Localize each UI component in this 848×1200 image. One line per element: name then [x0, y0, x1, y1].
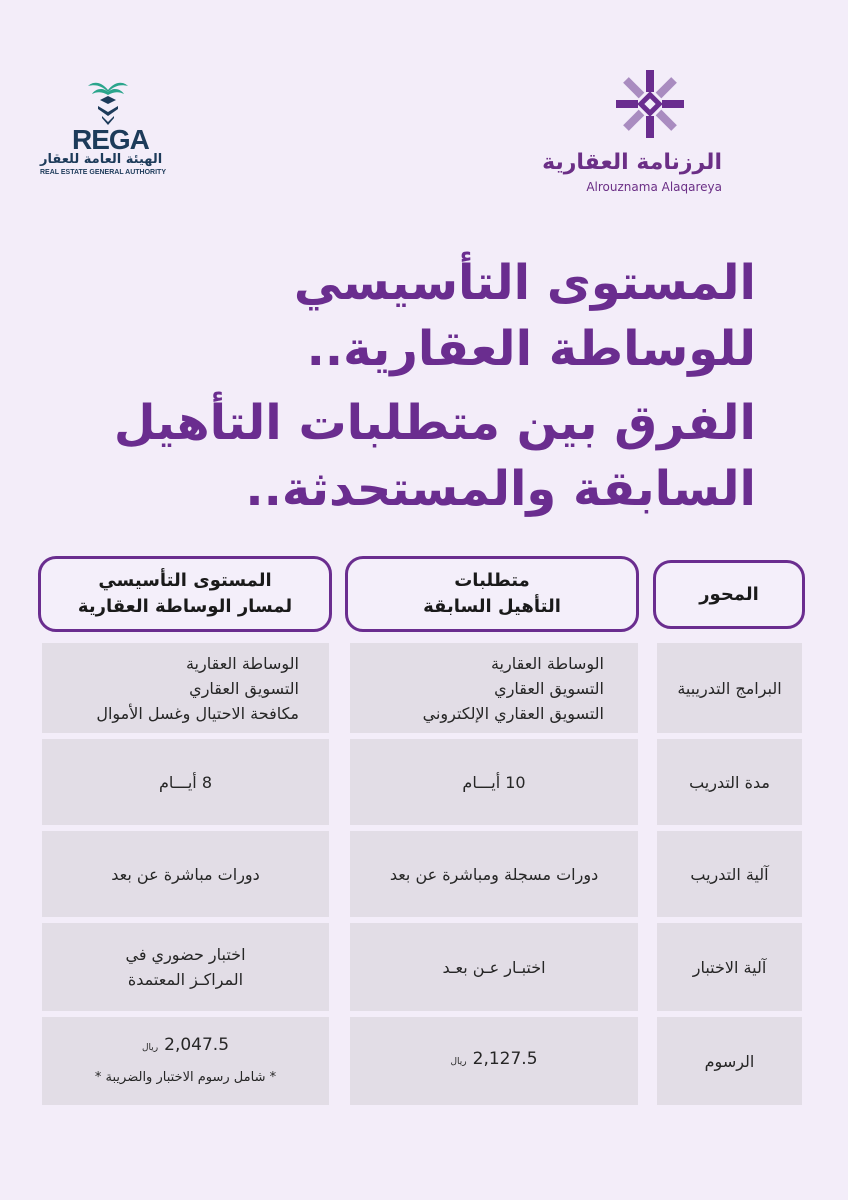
- fee-note: * شامل رسوم الاختبار والضريبة *: [94, 1069, 277, 1085]
- header-axis-label: المحور: [699, 583, 759, 605]
- row-fees-axis: [657, 1017, 802, 1105]
- row-fees-new: [42, 1017, 329, 1105]
- rega-name-ar: الهيئة العامة للعقار: [40, 152, 163, 167]
- header-old-line-2: التأهيل السابقة: [423, 596, 561, 617]
- axis-label: مدة التدريب: [689, 772, 770, 792]
- fee-number: 2,127.5: [472, 1049, 538, 1069]
- headline-line-3: الفرق بين متطلبات التأهيل: [113, 395, 756, 451]
- program-item: الوساطة العقارية: [185, 653, 299, 673]
- row-programs-old: [350, 643, 638, 733]
- header-foundation-level: [38, 556, 332, 632]
- program-item: الوساطة العقارية: [490, 653, 604, 673]
- rega-wordmark: REGA: [72, 124, 149, 155]
- row-fees-old: [350, 1017, 638, 1105]
- currency-label: ريال: [141, 1042, 159, 1053]
- program-item: مكافحة الاحتيال وغسل الأموال: [96, 703, 299, 723]
- axis-label: الرسوم: [704, 1051, 755, 1071]
- axis-label: البرامج التدريبية: [677, 678, 782, 698]
- header-new-line-1: المستوى التأسيسي: [98, 570, 272, 591]
- row-exam-new: [42, 923, 329, 1011]
- row-programs-new: [42, 643, 329, 733]
- program-item: التسويق العقاري: [189, 678, 299, 698]
- method-value: دورات مباشرة عن بعد: [111, 864, 260, 884]
- row-duration-old: [350, 739, 638, 825]
- row-programs-axis: [657, 643, 802, 733]
- row-exam-old: [350, 923, 638, 1011]
- program-item: التسويق العقاري الإلكتروني: [422, 703, 604, 723]
- duration-value: 8 أيـــام: [159, 772, 213, 792]
- headline: [76, 250, 756, 522]
- alrouznama-emblem-icon: [610, 64, 690, 144]
- exam-value-line: المراكـز المعتمدة: [127, 970, 244, 989]
- headline-line-4: السابقة والمستحدثة..: [245, 461, 756, 517]
- header-new-line-2: لمسار الوساطة العقارية: [77, 596, 293, 617]
- exam-value-line: اختبار حضوري في: [125, 945, 246, 964]
- duration-value: 10 أيـــام: [462, 772, 526, 792]
- row-duration-new: [42, 739, 329, 825]
- row-method-new: [42, 831, 329, 917]
- program-item: التسويق العقاري: [494, 678, 604, 698]
- palm-emblem-icon: [86, 76, 130, 126]
- fee-amount: [142, 1033, 229, 1061]
- rega-name-en: REAL ESTATE GENERAL AUTHORITY: [40, 169, 167, 176]
- axis-label: آلية التدريب: [690, 864, 769, 884]
- axis-label: آلية الاختبار: [692, 957, 767, 977]
- alrouznama-logo: [542, 62, 750, 194]
- header-old-line-1: متطلبات: [454, 570, 530, 591]
- header-axis: [653, 560, 805, 629]
- fee-amount: [450, 1047, 537, 1075]
- fee-number: 2,047.5: [164, 1034, 230, 1055]
- row-exam-axis: [657, 923, 802, 1011]
- row-duration-axis: [657, 739, 802, 825]
- currency-label: ريال: [450, 1057, 467, 1067]
- alrouznama-name-ar: الرزنامة العقارية: [542, 150, 722, 175]
- exam-value: اختبـار عـن بعـد: [442, 957, 546, 977]
- row-method-axis: [657, 831, 802, 917]
- rega-logo: [28, 72, 198, 182]
- headline-line-2: للوساطة العقارية..: [306, 321, 756, 377]
- headline-line-1: المستوى التأسيسي: [293, 255, 756, 311]
- row-method-old: [350, 831, 638, 917]
- header-previous-requirements: [345, 556, 639, 632]
- method-value: دورات مسجلة ومباشرة عن بعد: [389, 864, 599, 884]
- alrouznama-name-en: Alrouznama Alaqareya: [586, 180, 722, 194]
